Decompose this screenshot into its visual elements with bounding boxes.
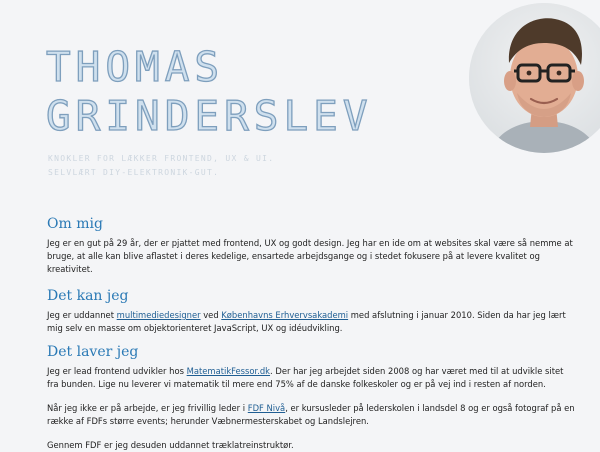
work-p1-after: . Der har jeg arbejdet siden 2008 og har været med til at udvikle sitet fra bunden. Lige nu leverer vi matematik til mere end 75% af de danske folkeskoler og er på vej ind i resten af norden.	[47, 366, 564, 389]
tagline-line-2: SELVLÆRT DIY-ELEKTRONIK-GUT.	[48, 168, 220, 177]
header	[0, 0, 600, 200]
skills-text-mid: ved	[200, 310, 222, 320]
skills-text-before: Jeg er uddannet	[47, 310, 117, 320]
link-fdf-niva[interactable]: FDF Nivå	[247, 403, 286, 413]
section-heading-about: Om mig	[47, 216, 103, 232]
section-work	[47, 342, 577, 452]
section-skills	[47, 286, 577, 335]
work-p1-before: Jeg er lead frontend udvikler hos	[47, 366, 187, 376]
tagline-line-1: KNOKLER FOR LÆKKER FRONTEND, UX & UI.	[48, 154, 275, 163]
link-multimediedesigner[interactable]: multimediedesigner	[116, 310, 201, 320]
name-last: GRINDERSLEV	[46, 92, 373, 140]
work-paragraph-3: Gennem FDF er jeg desuden uddannet træklatreinstruktør.	[47, 440, 294, 450]
skills-text-after: med afslutning i januar 2010. Siden da har jeg lært mig selv en masse om objektorienteret JavaScript, UX og idéudvikling.	[47, 310, 566, 333]
section-heading-skills: Det kan jeg	[47, 288, 129, 304]
name-first: THOMAS	[46, 43, 225, 91]
skills-text	[47, 309, 577, 335]
profile-photo	[469, 3, 600, 153]
portrait-illustration	[469, 3, 600, 153]
work-paragraph-1	[47, 365, 577, 391]
section-heading-work: Det laver jeg	[47, 344, 139, 360]
work-p2-after: , er kursusleder på lederskolen i landsdel 8 og er også fotograf på en række af FDFs større events; herunder Væbnermesterskabet og Landslejren.	[47, 403, 575, 426]
work-paragraph-2	[47, 402, 577, 428]
section-about	[47, 214, 577, 276]
link-matematikfessor[interactable]: MatematikFessor.dk	[186, 366, 271, 376]
work-p2-before: Når jeg ikke er på arbejde, er jeg frivillig leder i	[47, 403, 248, 413]
about-text: Jeg er en gut på 29 år, der er pjattet med frontend, UX og godt design. Jeg har en ide om at websites skal være så nemme at bruge, at alle kan blive aflastet i deres kedelige, ensartede arbejdsgange og i stedet fokusere på at levere kvalitet og kreativitet.	[47, 238, 573, 274]
link-kobenhavns-erhvervsakademi[interactable]: Københavns Erhvervsakademi	[221, 310, 349, 320]
